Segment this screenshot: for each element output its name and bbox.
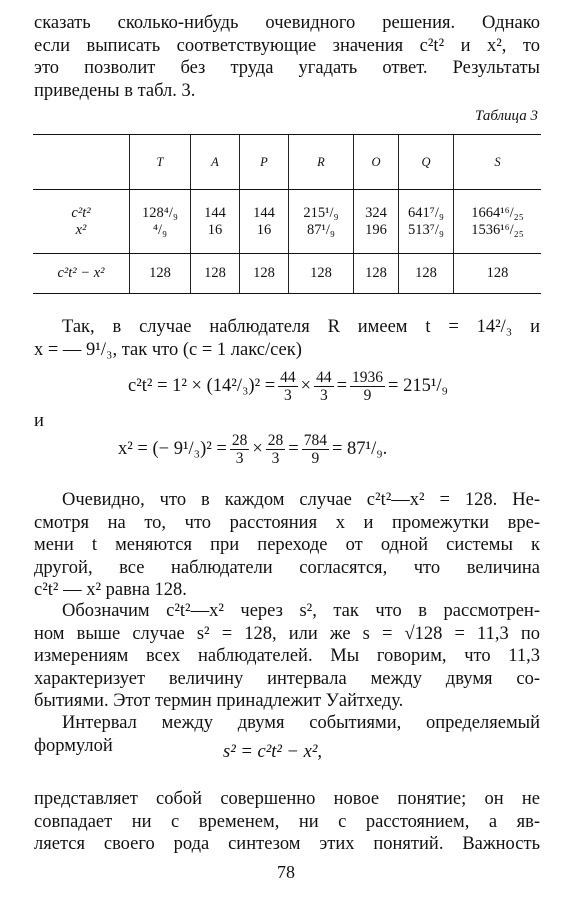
cell-value: 16 xyxy=(256,221,272,238)
and-word: и xyxy=(34,411,44,431)
denominator: 9 xyxy=(311,450,320,467)
table-cell: 128 xyxy=(191,254,240,294)
text-line: бытиями. Этот термин принадлежит Уайтхеду. xyxy=(34,691,404,711)
denominator: 3 xyxy=(319,387,328,404)
observer-paragraph xyxy=(34,316,540,361)
page-number: 78 xyxy=(277,862,295,882)
row-label xyxy=(33,190,130,254)
text-line: смотря на то, что расстояния x и промежутки вре- xyxy=(34,512,540,533)
table-cell xyxy=(399,190,454,254)
numerator: 28 xyxy=(231,432,248,449)
data-table xyxy=(33,134,541,294)
fraction xyxy=(278,369,298,404)
obvious-paragraph xyxy=(34,489,540,602)
denominator: 3 xyxy=(235,450,244,467)
formula-interval: s² = c²t² − x², xyxy=(223,742,323,762)
text-line: если выписать соответствующие значения c²t² и x², то xyxy=(34,35,540,56)
text-line: другой, все наблюдатели согласятся, что величина xyxy=(34,557,540,578)
table-caption: Таблица 3 xyxy=(475,108,538,124)
table-row xyxy=(33,190,541,254)
denominator: 3 xyxy=(271,450,280,467)
cell-value: 513⁷/₉ xyxy=(408,221,444,238)
formula-lhs: c²t² = 1² × (14²/₃)² = xyxy=(128,376,276,396)
numerator: 1936 xyxy=(352,369,384,386)
table-cell: 128 xyxy=(354,254,399,294)
fraction xyxy=(266,432,286,467)
table-cell: 128 xyxy=(289,254,354,294)
formula-rhs: = 87¹/₉. xyxy=(331,439,388,459)
table-header-row xyxy=(33,135,541,190)
text-line: c²t² — x² равна 128. xyxy=(34,580,187,600)
fraction xyxy=(302,432,329,467)
text-line: измерениям всех наблюдателей. Мы говорим, что 11,3 xyxy=(34,646,540,666)
header-cell: A xyxy=(191,135,240,190)
header-cell: R xyxy=(289,135,354,190)
label-x2: x² xyxy=(75,221,87,238)
label-ct2: c²t² xyxy=(71,204,91,221)
table-cell xyxy=(240,190,289,254)
numerator: 784 xyxy=(303,432,327,449)
formula-rhs: = 215¹/₉ xyxy=(388,376,448,396)
table-cell: 128 xyxy=(454,254,542,294)
cell-value: 144 xyxy=(204,204,226,221)
cell-value: 641⁷/₉ xyxy=(408,204,444,221)
cell-value: 144 xyxy=(253,204,275,221)
header-cell xyxy=(33,135,130,190)
header-cell: S xyxy=(454,135,542,190)
text-line: представляет собой совершенно новое понятие; он не xyxy=(34,789,540,809)
cell-value: 1536¹⁶/₂₅ xyxy=(471,221,524,238)
fraction xyxy=(350,369,385,404)
cell-value: 87¹/₉ xyxy=(307,221,335,238)
text-line: Очевидно, что в каждом случае c²t²—x² = 128. Не- xyxy=(62,490,540,510)
table-cell xyxy=(191,190,240,254)
cell-value: 215¹/₉ xyxy=(303,204,339,221)
interval-paragraph xyxy=(34,600,540,713)
numerator: 28 xyxy=(267,432,284,449)
fraction xyxy=(314,369,334,404)
text-line: приведены в табл. 3. xyxy=(34,80,196,101)
table-cell xyxy=(289,190,354,254)
text-line: ном выше случае s² = 128, или же s = √128 = 11,3 по xyxy=(34,623,540,644)
cell-value: 196 xyxy=(365,221,387,238)
table-row xyxy=(33,254,541,294)
text-line: мени t меняются при переходе от одной системы к xyxy=(34,535,540,555)
text-line: сказать сколько-нибудь очевидного решения. Однако xyxy=(34,13,540,33)
formula-ct2 xyxy=(128,369,448,404)
text-line: характеризует величину интервала между двумя со- xyxy=(34,668,540,689)
row-label: c²t² − x² xyxy=(33,254,130,294)
text-line: Так, в случае наблюдателя R имеем t = 14²/₃ и xyxy=(62,317,540,337)
table-cell: 128 xyxy=(240,254,289,294)
text-line: Обозначим c²t²—x² через s², так что в рассмотрен- xyxy=(62,601,540,621)
text-line: ляется своего рода синтезом этих понятий. Важность xyxy=(34,834,540,854)
concept-paragraph xyxy=(34,788,540,856)
cell-value: 1664¹⁶/₂₅ xyxy=(471,204,524,221)
denominator: 3 xyxy=(284,387,292,404)
text-line: Интервал между двумя событиями, определяемый xyxy=(62,713,540,733)
header-cell: Q xyxy=(399,135,454,190)
cell-value: 324 xyxy=(365,204,387,221)
numerator: 44 xyxy=(316,369,332,386)
header-cell: O xyxy=(354,135,399,190)
text-line: формулой xyxy=(34,735,113,756)
formula-x2 xyxy=(118,432,387,467)
table-cell xyxy=(454,190,542,254)
table-cell xyxy=(354,190,399,254)
numerator: 44 xyxy=(280,369,296,386)
equals-sign: = xyxy=(336,376,348,396)
table-cell: 128 xyxy=(130,254,191,294)
table-cell: 128 xyxy=(399,254,454,294)
times-sign: × xyxy=(300,376,312,396)
cell-value: ⁴/₉ xyxy=(152,221,168,238)
formula-lhs: x² = (− 9¹/₃)² = xyxy=(118,439,227,459)
intro-paragraph xyxy=(34,12,540,102)
fraction xyxy=(230,432,250,467)
table-cell xyxy=(130,190,191,254)
header-cell: P xyxy=(240,135,289,190)
text-line: это позволит без труда угадать ответ. Результаты xyxy=(34,58,540,78)
text-line: совпадает ни с временем, ни с расстоянием, а яв- xyxy=(34,811,540,832)
equals-sign: = xyxy=(288,439,299,459)
denominator: 9 xyxy=(363,387,372,404)
times-sign: × xyxy=(252,439,263,459)
cell-value: 128⁴/₉ xyxy=(142,204,178,221)
text-line: x = — 9¹/₃, так что (c = 1 лакс/сек) xyxy=(34,339,302,360)
cell-value: 16 xyxy=(207,221,223,238)
header-cell: T xyxy=(130,135,191,190)
